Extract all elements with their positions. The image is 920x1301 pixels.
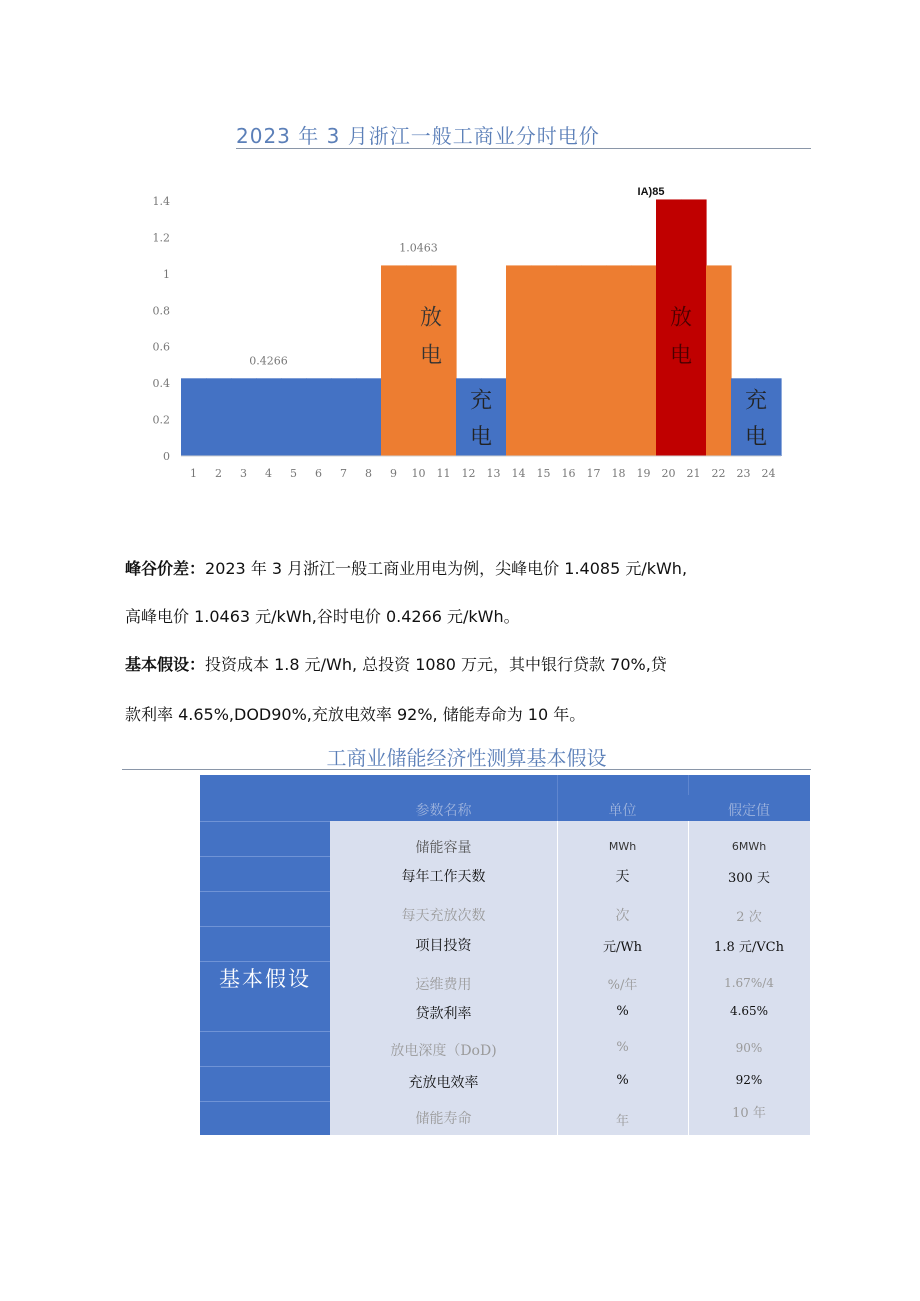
row-value: 4.65%: [729, 1004, 769, 1018]
x-tick-label: 23: [736, 467, 751, 480]
y-tick-label: 0.4: [152, 377, 170, 391]
data-label-peak: 1.0463: [399, 241, 438, 255]
x-tick-label: 11: [436, 467, 451, 480]
row-unit: 天: [615, 869, 630, 885]
table-body: [330, 821, 810, 1135]
group-column: [200, 775, 330, 1135]
assumptions-table: [200, 775, 810, 1135]
y-tick-label: 0.2: [152, 413, 170, 427]
bar-hour-4: [256, 378, 282, 456]
x-tick-label: 9: [390, 467, 397, 480]
y-tick-label: 1.2: [152, 231, 170, 245]
header-separator: [688, 775, 689, 795]
row-divider: [200, 926, 330, 927]
paragraph-price-values: [125, 604, 520, 627]
bar-hour-18: [606, 265, 632, 456]
row-unit: 年: [615, 1114, 629, 1129]
header-name: 参数名称: [415, 803, 472, 819]
y-tick-label: 0.6: [152, 340, 170, 354]
tou-price-chart: [140, 175, 800, 495]
row-unit: %: [616, 1004, 629, 1019]
marker-text-bottom: 电: [469, 424, 493, 450]
x-tick-label: 19: [636, 467, 651, 480]
paragraph-assumptions-cont: [125, 702, 585, 725]
label-assumptions: 基本假设：: [125, 655, 206, 674]
row-value: 6MWh: [731, 840, 767, 853]
x-tick-label: 17: [586, 467, 601, 480]
table-title: 工商业储能经济性测算基本假设: [122, 742, 811, 770]
row-value: 300 天: [728, 871, 770, 886]
group-label: 基本假设: [219, 967, 311, 991]
x-tick-label: 10: [411, 467, 426, 480]
paragraph-assumptions: [125, 652, 667, 675]
text-price-spread: 2023 年 3 月浙江一般工商业用电为例，尖峰电价 1.4085 元/kWh,: [205, 559, 688, 578]
y-tick-label: 1.4: [152, 195, 170, 208]
header-unit: 单位: [608, 803, 637, 819]
bar-hour-3: [231, 378, 257, 456]
row-unit: 元/Wh: [602, 940, 643, 955]
marker-text-top: 充: [744, 388, 768, 414]
row-name: 放电深度（DoD): [390, 1043, 497, 1059]
bar-hour-16: [556, 265, 582, 456]
bar-hour-9: [381, 265, 407, 456]
bar-hour-7: [331, 378, 357, 456]
x-tick-label: 7: [340, 467, 347, 480]
text-assumptions-cont: 款利率 4.65%,DOD90%,充放电效率 92%, 储能寿命为 10 年。: [125, 705, 586, 724]
text-assumptions: 投资成本 1.8 元/Wh, 总投资 1080 万元，其中银行贷款 70%,贷: [205, 655, 667, 674]
x-tick-label: 18: [611, 467, 626, 480]
bar-hour-5: [281, 378, 307, 456]
x-tick-label: 24: [761, 467, 776, 480]
marker-text-bottom: 电: [669, 343, 693, 369]
row-name: 储能容量: [415, 840, 472, 856]
marker-text-bottom: 电: [419, 343, 443, 369]
table-header: [330, 775, 810, 821]
bar-hour-1: [181, 378, 207, 456]
row-value: 92%: [735, 1073, 763, 1087]
text-price-values: 高峰电价 1.0463 元/kWh,谷时电价 0.4266 元/kWh。: [125, 607, 520, 626]
header-value: 假定值: [728, 803, 770, 819]
row-unit: %/年: [607, 978, 638, 993]
x-tick-label: 21: [686, 467, 701, 480]
row-value: 1.8 元/VCh: [714, 940, 784, 955]
row-name: 项目投资: [415, 938, 472, 954]
x-tick-label: 1: [190, 467, 197, 480]
chart-title: [236, 120, 811, 149]
row-unit: MWh: [608, 840, 637, 853]
y-tick-label: 1: [163, 267, 170, 281]
row-divider: [200, 1066, 330, 1067]
row-divider: [200, 891, 330, 892]
row-value: 10 年: [732, 1106, 766, 1121]
marker-text-bottom: 电: [744, 424, 768, 450]
row-unit: %: [616, 1073, 629, 1088]
row-divider: [200, 856, 330, 857]
bar-hour-14: [506, 265, 532, 456]
x-tick-label: 6: [315, 467, 322, 480]
data-label-valley: 0.4266: [249, 354, 288, 368]
x-tick-label: 8: [365, 467, 372, 480]
row-name: 贷款利率: [415, 1006, 472, 1022]
marker-text-top: 放: [669, 305, 693, 331]
x-tick-label: 12: [461, 467, 476, 480]
row-divider: [200, 1101, 330, 1102]
y-tick-label: 0: [163, 450, 170, 463]
row-name: 充放电效率: [408, 1075, 479, 1091]
x-tick-label: 13: [486, 467, 501, 480]
bar-hour-17: [581, 265, 607, 456]
x-tick-label: 15: [536, 467, 551, 480]
x-tick-label: 2: [215, 467, 222, 480]
y-tick-label: 0.8: [152, 304, 170, 318]
row-divider: [200, 1031, 330, 1032]
data-label-sharp: IA)85: [637, 186, 665, 198]
row-name: 储能寿命: [415, 1111, 472, 1127]
bar-hour-22: [706, 265, 732, 456]
marker-text-top: 充: [469, 388, 493, 414]
row-name: 每天充放次数: [401, 908, 486, 924]
x-tick-label: 4: [265, 467, 272, 480]
x-tick-label: 22: [711, 467, 726, 480]
x-tick-label: 14: [511, 467, 526, 480]
bar-hour-15: [531, 265, 557, 456]
x-tick-label: 16: [561, 467, 576, 480]
row-unit: %: [616, 1040, 629, 1055]
bar-hour-2: [206, 378, 232, 456]
x-tick-label: 20: [661, 467, 676, 480]
row-value: 2 次: [736, 910, 762, 925]
marker-text-top: 放: [419, 305, 443, 331]
row-value: 1.67%/4: [724, 976, 774, 990]
bar-hour-8: [356, 378, 382, 456]
row-name: 每年工作天数: [401, 869, 486, 885]
label-price-spread: 峰谷价差：: [125, 559, 206, 578]
bar-hour-19: [631, 265, 657, 456]
row-value: 90%: [735, 1041, 763, 1055]
row-unit: 次: [615, 908, 630, 924]
bar-hour-6: [306, 378, 332, 456]
paragraph-price-spread: [125, 556, 687, 579]
x-tick-label: 5: [290, 467, 297, 480]
chart-title-text: 2023 年 3 月浙江一般工商业分时电价: [236, 124, 600, 148]
row-divider: [200, 821, 330, 822]
x-tick-label: 3: [240, 467, 247, 480]
row-divider: [200, 961, 330, 962]
row-name: 运维费用: [415, 977, 472, 993]
